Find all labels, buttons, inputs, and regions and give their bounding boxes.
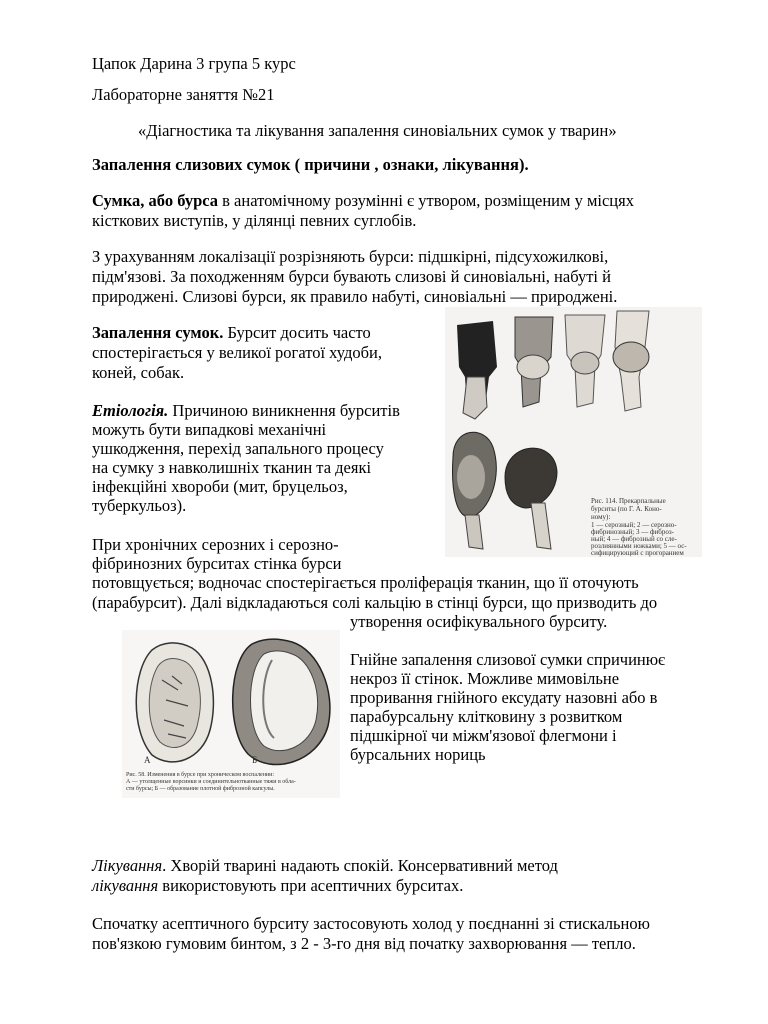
- paragraph-chronic-line2: фібринозних бурситах стінка бурси: [92, 554, 342, 573]
- paragraph-etiology-line6: туберкульоз).: [92, 496, 187, 515]
- author-line: Цапок Дарина 3 група 5 курс: [92, 54, 296, 73]
- figure1-caption-line8: сифицирующий с прогоранием: [591, 549, 684, 557]
- inflammation-term: Запалення сумок.: [92, 323, 224, 342]
- figure1-caption-line2: бурситы (по Г. А. Коно-: [591, 505, 662, 513]
- paragraph-bursa: Сумка, або бурса в анатомічному розумінні є утвором, розміщеним у місцях: [92, 191, 634, 210]
- paragraph-cold-line2: пов'язкою гумовим бинтом, з 2 - 3-го дня від початку захворювання — тепло.: [92, 934, 636, 953]
- paragraph-purulent-line5: підшкірної чи міжм'язової флегмони і: [350, 726, 617, 745]
- paragraph-purulent-line6: бурсальних нориць: [350, 745, 486, 764]
- paragraph-classification-line3: природжені. Слизові бурси, як правило набуті, синовіальні — природжені.: [92, 287, 618, 306]
- paragraph-etiology: Етіологія. Причиною виникнення бурситів: [92, 401, 400, 420]
- figure1-caption-line1: Рис. 114. Прекарпальные: [591, 497, 666, 505]
- paragraph-treatment-line2: лікування використовують при асептичних бурситах.: [92, 876, 464, 895]
- bursa-term: Сумка, або бурса: [92, 191, 219, 210]
- paragraph-cold-line1: Спочатку асептичного бурситу застосовують холод у поєднанні зі стискальною: [92, 914, 650, 933]
- figure2-caption-line3: сти бурсы; Б — образование плотной фиброзной капсулы.: [126, 786, 275, 792]
- figure1-caption-line5: фибринозный; 3 — фиброз-: [591, 528, 674, 536]
- paragraph-bursa-line2: кісткових виступів, у ділянці певних суглобів.: [92, 211, 417, 230]
- paragraph-etiology-line4: на сумку з навколишніх тканин та деякі: [92, 458, 372, 477]
- paragraph-purulent-line4: парабурсальну клітковину з розвитком: [350, 707, 623, 726]
- figure2-caption-line1: Рис. 58. Изменения в бурсе при хроническом воспалении:: [126, 772, 275, 778]
- paragraph-chronic-line4: (парабурсит). Далі відкладаються солі кальцію в стінці бурси, що призводить до: [92, 593, 658, 612]
- paragraph-chronic-line3: потовщується; водночас спостерігається проліферація тканин, що її оточують: [92, 573, 639, 592]
- bursa-sections-illustration: [122, 630, 340, 775]
- etiology-term: Етіологія.: [92, 401, 169, 420]
- paragraph-inflammation-line2: спостерігається у великої рогатої худоби,: [92, 343, 382, 362]
- figure2-caption-line2: А — утолщенные ворсинки и соединительнотканные тяжи в обла-: [126, 779, 296, 785]
- paragraph-classification-line2: підм'язові. За походженням бурси бувають слизові й синовіальні, набуті й: [92, 267, 611, 286]
- paragraph-etiology-line3: ушкодження, перехід запального процесу: [92, 439, 384, 458]
- paragraph-inflammation-line3: коней, собак.: [92, 363, 185, 382]
- treatment-term: Лікування: [92, 856, 163, 875]
- figure1-caption-line3: ному):: [591, 513, 611, 521]
- legs-illustration: [445, 307, 702, 557]
- figure1-caption-line6: ный; 4 — фиброзный со сле-: [591, 535, 677, 543]
- paragraph-chronic-line1: При хронічних серозних і серозно-: [92, 535, 339, 554]
- figure2-label-b: Б: [252, 755, 258, 765]
- figure-chronic-bursitis: [122, 630, 340, 798]
- paragraph-treatment: Лікування. Хворій тварині надають спокій. Консервативний метод: [92, 856, 558, 875]
- paragraph-purulent-line1: Гнійне запалення слизової сумки спричинює: [350, 650, 666, 669]
- figure-prekarpal-bursitis: [445, 307, 702, 557]
- paragraph-purulent-line2: некроз її стінок. Можливе мимовільне: [350, 669, 620, 688]
- figure2-label-a: А: [144, 755, 151, 765]
- section-heading: Запалення слизових сумок ( причини , ознаки, лікування).: [92, 155, 529, 174]
- document-title: «Діагностика та лікування запалення синовіальних сумок у тварин»: [138, 121, 617, 140]
- figure1-caption-line4: 1 — серозный; 2 — серозно-: [591, 521, 677, 529]
- paragraph-etiology-line2: можуть бути випадкові механічні: [92, 420, 327, 439]
- paragraph-chronic-line5: утворення осифікувального бурситу.: [350, 612, 608, 631]
- paragraph-inflammation: Запалення сумок. Бурсит досить часто: [92, 323, 371, 342]
- figure1-caption-line7: розлиянными ножками; 5 — ос-: [591, 542, 687, 550]
- lab-line: Лабораторне заняття №21: [92, 85, 275, 104]
- paragraph-purulent-line3: проривання гнійного ексудату назовні або в: [350, 688, 658, 707]
- paragraph-etiology-line5: інфекційні хвороби (мит, бруцельоз,: [92, 477, 348, 496]
- paragraph-classification-line1: З урахуванням локалізації розрізняють бурси: підшкірні, підсухожилкові,: [92, 247, 609, 266]
